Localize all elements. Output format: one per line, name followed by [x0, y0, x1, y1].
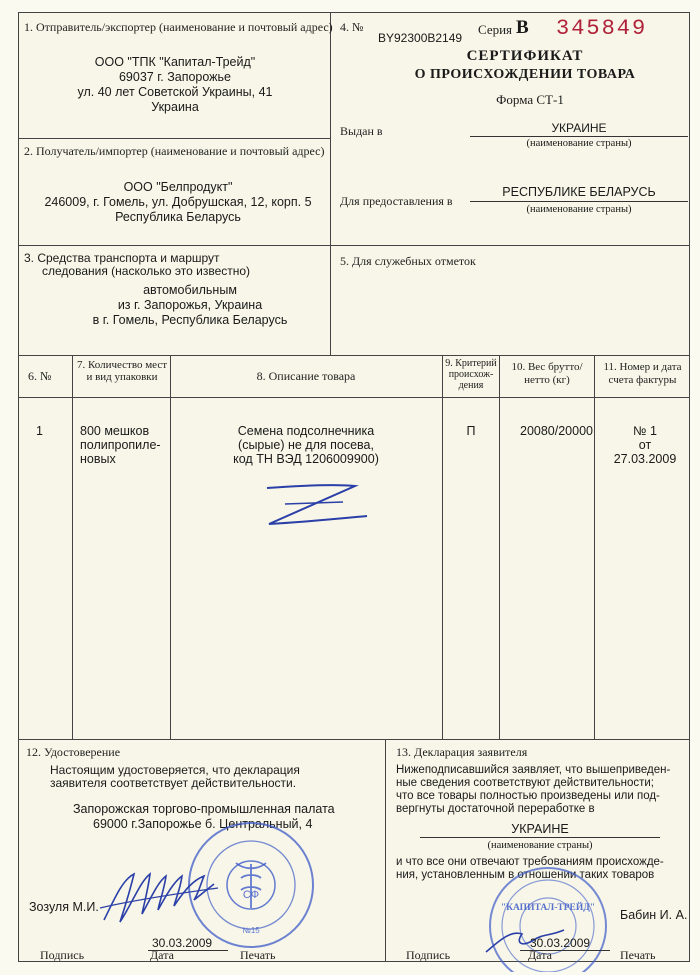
box13-country: УКРАИНЕ [511, 822, 569, 836]
signer-left: Зозуля М.И. [29, 900, 99, 914]
z-strike-mark [255, 480, 375, 540]
date-left: 30.03.2009 [152, 936, 213, 950]
provided-underline [470, 201, 688, 202]
box13-label: 13. Декларация заявителя [396, 745, 528, 759]
certificate-subtitle: О ПРОИСХОЖДЕНИИ ТОВАРА [414, 67, 636, 82]
divider [18, 355, 690, 356]
col11-header: 11. Номер и дата счета фактуры [603, 361, 682, 386]
seal-label-right: Печать [620, 948, 656, 962]
divider [594, 355, 595, 739]
box3-label: 3. Средства транспорта и маршрут следования (насколько это известно) [24, 251, 251, 278]
transport-route: автомобильным из г. Запорожья, Украина в г. Гомель, Республика Беларусь [92, 283, 288, 327]
row-description: Семена подсолнечника (сырые) не для посева, код ТН ВЭД 1206009900) [233, 424, 379, 466]
seal-label-left: Печать [240, 948, 276, 962]
date-label-left: Дата [150, 948, 174, 962]
divider [18, 245, 690, 246]
row-criterion: П [466, 424, 476, 438]
exporter-address: ООО "ТПК "Капитал-Трейд" 69037 г. Запорожье ул. 40 лет Советской Украины, 41 Украина [77, 55, 273, 114]
issued-underline [470, 136, 688, 137]
divider [499, 355, 500, 739]
box12-label: 12. Удостоверение [26, 745, 121, 759]
divider [72, 355, 73, 739]
box12-text: Настоящим удостоверяется, что декларация заявителя соответствует действительности. [50, 763, 300, 790]
certificate-title: СЕРТИФИКАТ [466, 48, 584, 64]
box1-label: 1. Отправитель/экспортер (наименование и почтовый адрес) [24, 20, 333, 34]
col6-header: 6. № [28, 369, 52, 383]
signer-right: Бабин И. А. [620, 908, 688, 922]
stamp-center-text: СФ [242, 889, 260, 901]
form-type: Форма СТ-1 [496, 92, 564, 107]
date-label-right: Дата [528, 948, 552, 962]
row-quantity: 800 мешков полипропиле- новых [80, 424, 161, 466]
divider [385, 739, 386, 962]
importer-address: ООО "Белпродукт" 246009, г. Гомель, ул. Добрушская, 12, корп. 5 Республика Беларусь [44, 180, 312, 224]
series-letter: B [516, 17, 529, 38]
signature-left [94, 860, 224, 932]
provided-label: Для предоставления в [340, 194, 453, 208]
box4-label: 4. № [340, 20, 364, 34]
date-right: 30.03.2009 [530, 936, 591, 950]
issued-hint: (наименование страны) [526, 138, 632, 149]
row-weight: 20080/20000 [520, 424, 593, 438]
divider [442, 355, 443, 739]
sign-label-right: Подпись [406, 948, 451, 962]
box13-country-underline [420, 837, 660, 838]
col9-header: 9. Критерий происхож-дения [445, 358, 497, 391]
row-invoice: № 1 от 27.03.2009 [613, 424, 677, 466]
series-label: Серия [478, 22, 513, 37]
stamp-company-name: "КАПИТАЛ-ТРЕЙД" [500, 903, 596, 913]
box13-country-hint: (наименование страны) [487, 840, 593, 851]
issued-country: УКРАИНЕ [551, 121, 607, 135]
stamp-number: №15 [242, 926, 260, 935]
box5-label: 5. Для служебных отметок [340, 254, 476, 268]
col7-header: 7. Количество мест и вид упаковки [76, 359, 168, 383]
divider [170, 355, 171, 739]
chamber-address: 69000 г.Запорожье б. Центральный, 4 [93, 817, 313, 831]
serial-number: 345849 [556, 16, 648, 41]
provided-country: РЕСПУБЛИКЕ БЕЛАРУСЬ [502, 185, 656, 199]
row-number: 1 [36, 424, 43, 438]
col10-header: 10. Вес брутто/ нетто (кг) [511, 361, 583, 386]
provided-hint: (наименование страны) [526, 204, 632, 215]
box2-label: 2. Получатель/импортер (наименование и почтовый адрес) [24, 144, 325, 158]
divider [18, 397, 690, 398]
col8-header: 8. Описание товара [256, 369, 356, 383]
chamber-name: Запорожская торгово-промышленная палата [73, 802, 335, 816]
box13-text: Нижеподписавшийся заявляет, что вышеприведен- ные сведения соответствуют действительности; что все товары полностью произведены или под- вергнуты достаточной переработке в [396, 764, 671, 815]
divider [330, 12, 331, 355]
divider [18, 739, 690, 740]
sign-label-left: Подпись [40, 948, 85, 962]
divider [18, 138, 330, 139]
issued-label: Выдан в [340, 124, 383, 138]
certificate-number: BY92300B2149 [378, 31, 463, 45]
box13-text2: и что все они отвечают требованиям происхожде- ния, установленным в отношении таких товаров [396, 856, 664, 881]
